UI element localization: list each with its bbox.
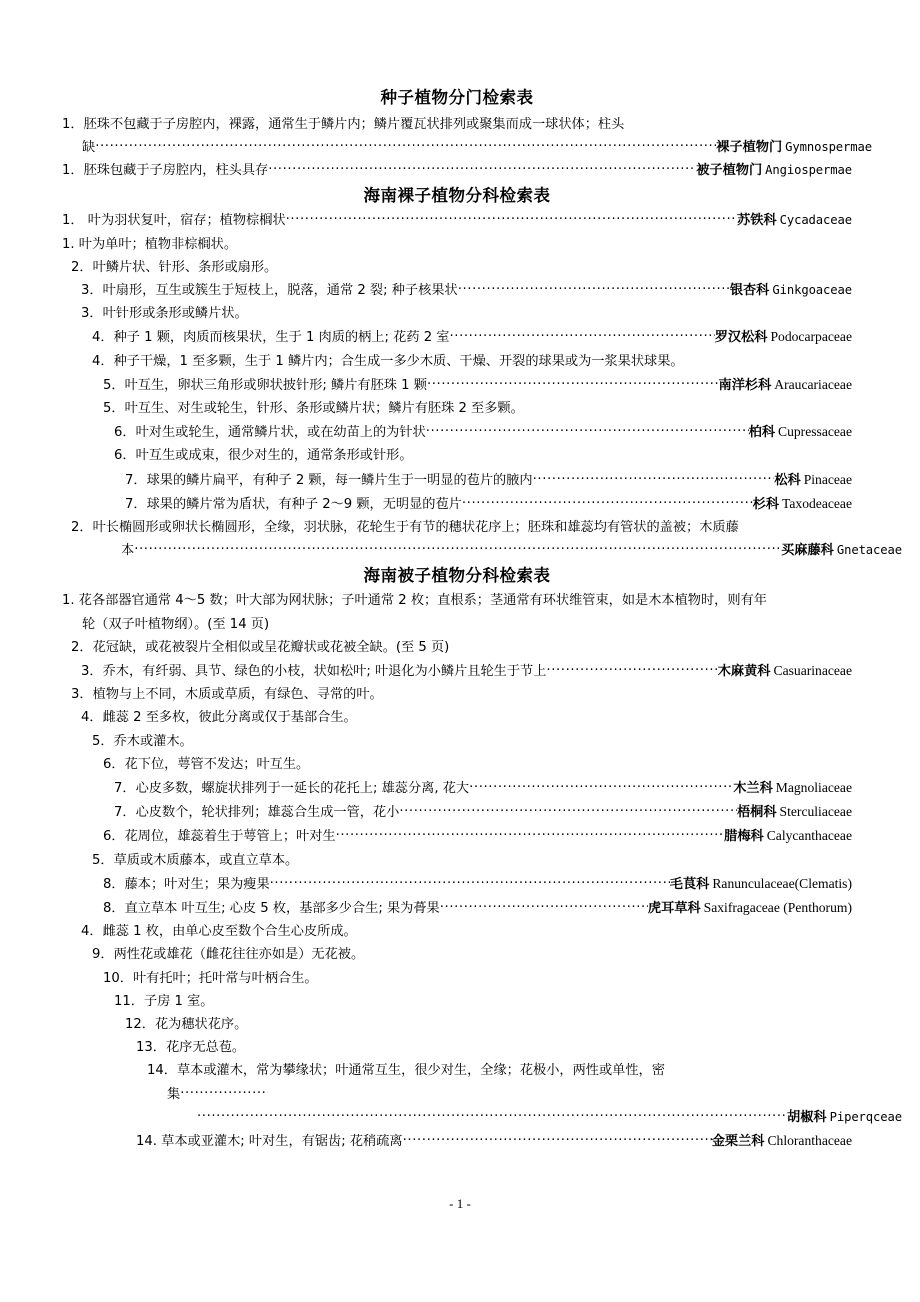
dot-leader: [399, 800, 737, 823]
key-entry-text: 6．花下位，萼管不发达；叶互生。: [103, 756, 310, 772]
key-entry-line: [103, 824, 852, 848]
key-entry-text: 9．两性花或雄花（雌花往往亦如是）无花被。: [92, 947, 365, 963]
family-name-cn: 杉科: [752, 496, 780, 512]
key-entry-line: [103, 896, 852, 920]
family-name-latin: Ranunculaceae(Clematis): [712, 875, 852, 891]
family-name-cn: 银杏科: [729, 283, 770, 299]
family-name: [774, 468, 852, 492]
key-entry-text: 12．花为穗状花序。: [125, 1017, 248, 1033]
key-entry: [62, 943, 852, 966]
key-entry-continuation-leader: [147, 1106, 902, 1129]
key-entry: [62, 730, 852, 753]
family-name: [737, 800, 852, 824]
key-entry: [62, 636, 852, 659]
family-name: [724, 824, 852, 848]
family-name: [730, 279, 852, 302]
dot-leader: [270, 872, 670, 895]
dot-leader: [268, 158, 696, 181]
key-entry-continuation: [147, 1083, 872, 1106]
key-entry: [62, 1059, 902, 1129]
key-entry: [62, 589, 852, 635]
key-entry: [62, 967, 852, 990]
family-name-cn: 被子植物门: [696, 163, 763, 179]
key-entry: [62, 800, 852, 824]
family-name-latin: Casuarinaceae: [773, 663, 852, 679]
key-entry-line: [114, 800, 852, 824]
family-name: [787, 1106, 902, 1129]
key-entry-line: [81, 279, 852, 302]
family-name-latin: Araucariaceae: [774, 376, 852, 392]
key-entry-text: 5．乔木或灌木。: [92, 733, 193, 749]
dot-leader: [458, 278, 730, 301]
family-name-latin: Ginkgoaceae: [772, 283, 852, 298]
family-name: [696, 159, 852, 182]
family-name: [753, 492, 852, 516]
family-name: [749, 420, 852, 444]
key-entry-line: [114, 776, 852, 800]
key-entry-continuation: 轮（双子叶植物纲）。(至 14 页): [82, 616, 270, 632]
page-number: - 1 -: [449, 1196, 471, 1211]
key-entry-line: [103, 373, 852, 397]
family-name-latin: Gnetaceae: [836, 543, 902, 558]
key-entry-text: 14. 草本或亚灌木; 叶对生，有锯齿; 花稍疏离: [136, 1134, 403, 1150]
key-entry-text: 3．植物与上不同，木质或草质，有绿色、寻常的叶。: [71, 687, 383, 703]
family-name-cn: 虎耳草科: [647, 901, 701, 917]
family-name-cn: 裸子植物门: [716, 140, 783, 156]
key-entry: [62, 444, 852, 467]
key-entry: [62, 896, 852, 920]
key-entry-text: 7．球果的鳞片扁平，有种子 2 颗，每一鳞片生于一明显的苞片的腋内: [125, 472, 533, 488]
key-entry-text: 1. 叶为单叶；植物非棕榈状。: [62, 236, 238, 252]
key-entry-line: [125, 492, 852, 516]
dot-leader: [286, 208, 737, 231]
dot-leader: [469, 776, 733, 799]
key-entry: [62, 753, 852, 776]
key-entry-cont-text: 集: [167, 1086, 181, 1102]
family-name: [716, 136, 872, 159]
key-entry-line: [62, 159, 852, 182]
key-entry-text: 11．子房 1 室。: [114, 993, 214, 1009]
family-name-latin: Podocarpaceae: [770, 329, 852, 345]
family-name-cn: 胡椒科: [787, 1109, 827, 1125]
key-entry: [62, 824, 852, 848]
dot-leader: [533, 468, 775, 491]
key-entry-text: 5．草质或木质藤本，或直立草本。: [92, 852, 299, 868]
key-entry: [62, 872, 852, 896]
key-entry: [62, 1013, 852, 1036]
key-entry: [62, 113, 872, 159]
key-entry-line: [62, 209, 852, 232]
key-entry-text: 7．心皮数个，轮状排列；雄蕊合生成一管，花小: [114, 805, 400, 821]
key-entry: [62, 209, 852, 232]
dot-leader: [462, 492, 753, 515]
key-entry: [62, 279, 852, 302]
key-entry: [62, 159, 852, 182]
key-entry: [62, 325, 852, 349]
family-name-latin: Gymnospermae: [785, 140, 872, 155]
family-name-cn: 南洋杉科: [718, 377, 772, 393]
family-name: [715, 325, 852, 349]
dot-leader: [449, 325, 714, 348]
key-entry: [62, 468, 852, 492]
family-name-latin: Chloranthaceae: [767, 1133, 852, 1149]
family-name: [712, 1129, 852, 1153]
key-entry: [62, 776, 852, 800]
key-entry-line: [81, 659, 852, 683]
key-entry: [62, 350, 852, 373]
family-name-latin: Sterculiaceae: [779, 804, 852, 820]
family-name-latin: Pinaceae: [803, 471, 852, 487]
key-entry-text: 4．雌蕊 2 至多枚，彼此分离或仅于基部合生。: [81, 710, 357, 726]
key-entry-text: 4．种子干燥，1 至多颗，生于 1 鳞片内；合生成一多少木质、干燥、开裂的球果或为一浆果状球果。: [92, 353, 684, 369]
key-entry-text: 2．叶鳞片状、针形、条形或扇形。: [71, 259, 278, 275]
dot-leader: [440, 896, 648, 919]
key-entry-cont-text: 本: [121, 543, 135, 559]
key-entry-text: 6．叶对生或轮生，通常鳞片状，或在幼苗上的为针状: [114, 425, 426, 441]
key-entry: [62, 683, 852, 706]
dot-leader: [546, 659, 717, 682]
key-entry-text: 3．叶扇形，互生或簇生于短枝上，脱落，通常 2 裂; 种子核果状: [81, 283, 458, 299]
key-entry: [62, 920, 852, 943]
key-entry: [62, 233, 852, 256]
dot-leader: [180, 1082, 268, 1105]
family-name-latin: Saxifragaceae (Penthorum): [703, 900, 852, 916]
key-entry-text: 7．球果的鳞片常为盾状，有种子 2～9 颗，无明显的苞片: [125, 496, 462, 512]
family-name-cn: 毛茛科: [669, 876, 710, 892]
page-title: 种子植物分门检索表: [380, 88, 534, 107]
dot-leader: [134, 538, 781, 561]
key-entry-cont-text: 缺: [82, 140, 96, 156]
family-name-latin: Cycadaceae: [779, 213, 852, 228]
family-name-cn: 腊梅科: [724, 829, 764, 845]
key-entry-text: 3．乔木，有纤弱、具节、绿色的小枝，状如松叶; 叶退化为小鳞片且轮生于节上: [81, 664, 547, 680]
key-entry-text: 1. 花各部器官通常 4～5 数；叶大部为网状脉；子叶通常 2 枚；直根系；茎通常有环状维管束，如是木本植物时，则有年: [62, 593, 767, 609]
family-name: [719, 373, 852, 397]
key-entry-text: 1．胚珠包藏于子房腔内，柱头具存: [62, 163, 269, 179]
key-entry: [62, 849, 852, 872]
key-entry-text: 10．叶有托叶；托叶常与叶柄合生。: [103, 970, 318, 986]
family-name-cn: 木兰科: [733, 781, 773, 797]
key-entry-text: 14．草本或灌木，常为攀缘状；叶通常互生，很少对生，全缘；花极小，两性或单性，密: [147, 1063, 665, 1079]
family-name: [670, 872, 852, 896]
family-name-cn: 松科: [774, 472, 801, 488]
key-entry: [62, 706, 852, 729]
family-name-latin: Angiospermae: [765, 163, 852, 178]
dot-leader: [426, 420, 749, 443]
key-entry-text: 4．雌蕊 1 枚，由单心皮至数个合生心皮所成。: [81, 924, 357, 940]
family-name-cn: 罗汉松科: [714, 330, 768, 346]
key-entry: [62, 256, 852, 279]
key-entry: [62, 1129, 852, 1153]
key-entry-continuation: [62, 136, 872, 159]
family-name: [733, 776, 852, 800]
family-name-latin: Magnoliaceae: [775, 780, 852, 796]
key-entry-text: 1．胚珠不包藏于子房腔内，裸露，通常生于鳞片内；鳞片覆瓦状排列或聚集而成一球状体；柱头: [62, 116, 625, 132]
key-entry-line: [92, 325, 852, 349]
key-entry-text: 5．叶互生，卵状三角形或卵状披针形; 鳞片有胚珠 1 颗: [103, 377, 427, 393]
dot-leader: [427, 373, 719, 396]
key-entry: [62, 420, 852, 444]
key-entry: [62, 492, 852, 516]
key-entry-line: [103, 872, 852, 896]
family-name-cn: 柏科: [748, 425, 776, 441]
key-entry: [62, 302, 852, 325]
key-entry-line: [125, 468, 852, 492]
dot-leader: [336, 824, 725, 847]
dot-leader: [197, 1105, 787, 1128]
family-name: [737, 209, 852, 232]
key-entry-text: 2．叶长椭圆形或卵状长椭圆形，全缘，羽状脉，花轮生于有节的穗状花序上；胚珠和雄蕊均有管状的盖被；木质藤: [71, 520, 739, 536]
key-entry: [62, 373, 852, 397]
key-entry-text: 2．花冠缺，或花被裂片全相似或呈花瓣状或花被全缺。(至 5 页): [71, 639, 450, 655]
key-entry-text: 13．花序无总苞。: [136, 1040, 246, 1056]
key-entry-text: 1． 叶为羽状复叶，宿存；植物棕榈状: [62, 213, 286, 229]
family-name-cn: 金栗兰科: [711, 1134, 765, 1150]
family-name: [718, 659, 852, 683]
key-entry-text: 6．花周位，雄蕊着生于萼管上；叶对生: [103, 829, 336, 845]
key-entry: [62, 659, 852, 683]
key-entry: [62, 397, 852, 420]
key-entry: [62, 990, 852, 1013]
dot-leader: [95, 135, 716, 158]
family-name-latin: Taxodeaceae: [782, 495, 852, 511]
key-entry: [62, 516, 902, 562]
key-entry-text: 6．叶互生或成束，很少对生的，通常条形或针形。: [114, 448, 413, 464]
family-name-latin: Cupressaceae: [778, 424, 852, 440]
key-entry-text: 5．叶互生、对生或轮生，针形、条形或鳞片状；鳞片有胚珠 2 至多颗。: [103, 401, 524, 417]
family-name-cn: 梧桐科: [736, 805, 777, 821]
key-entry-text: 7．心皮多数，螺旋状排列于一延长的花托上; 雄蕊分离, 花大: [114, 781, 470, 797]
key-entry-text: 8．藤本；叶对生；果为瘦果: [103, 876, 270, 892]
family-name-cn: 苏铁科: [737, 213, 777, 229]
key-entry-text: 8．直立草本 叶互生; 心皮 5 枚，基部多少合生; 果为蓇果: [103, 901, 440, 917]
key-entry-line: [114, 420, 852, 444]
family-name: [781, 539, 902, 562]
section-heading-angiosperm: 海南被子植物分科检索表: [363, 565, 551, 585]
family-name-latin: Piperqceae: [829, 1109, 902, 1124]
key-entry: [62, 1036, 852, 1059]
key-entry-continuation: [71, 539, 902, 562]
dot-leader: [403, 1129, 712, 1152]
document-body: [62, 86, 902, 1153]
key-entry-text: 4．种子 1 颗，肉质而核果状，生于 1 肉质的柄上; 花药 2 室: [92, 330, 450, 346]
family-name-cn: 木麻黄科: [717, 664, 771, 680]
key-entry-line: [136, 1129, 852, 1153]
section-heading-gymnosperm: 海南裸子植物分科检索表: [363, 185, 551, 205]
family-name-cn: 买麻藤科: [781, 543, 834, 559]
key-entry-text: 3．叶针形或条形或鳞片状。: [81, 306, 248, 322]
family-name: [648, 896, 852, 920]
family-name-latin: Calycanthaceae: [766, 828, 852, 844]
